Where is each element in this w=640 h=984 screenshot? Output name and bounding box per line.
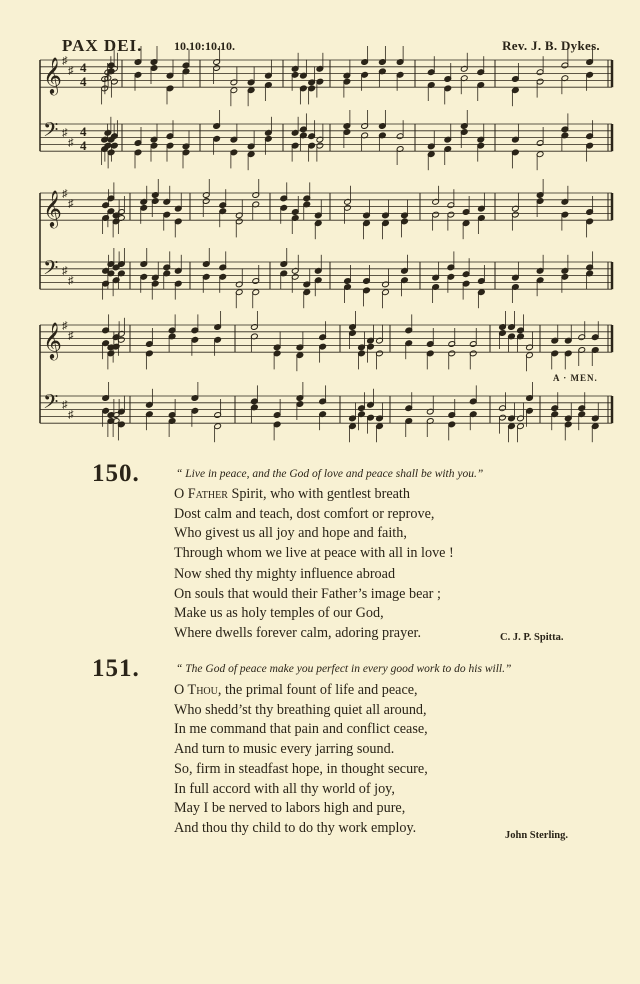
verse-line: In me command that pain and conflict cease, [174, 721, 428, 738]
treble-clef-icon: 𝄞 [43, 56, 62, 94]
sharp-icon: ♯ [68, 409, 74, 421]
stanza [174, 760, 428, 838]
hymn-number: 151. [92, 655, 140, 682]
sharp-icon: ♯ [62, 265, 68, 277]
bass-clef-icon: 𝄢 [43, 256, 59, 284]
stanza [174, 681, 428, 759]
sharp-icon: ♯ [62, 320, 68, 332]
sharp-icon: ♯ [68, 65, 74, 77]
stanza [174, 565, 441, 643]
verse-line: Where dwells forever calm, adoring prayer. [174, 624, 421, 641]
bass-clef-icon: 𝄢 [43, 390, 59, 418]
time-signature: 4 [80, 60, 87, 75]
tune-composer: Rev. J. B. Dykes. [502, 38, 600, 53]
music-score [0, 0, 640, 460]
verse-line: Now shed thy mighty influence abroad [174, 566, 396, 582]
verse-line: May I be nerved to labors high and pure, [174, 800, 406, 817]
sharp-icon: ♯ [68, 198, 74, 210]
verse-line: Dost calm and teach, dost comfort or reprove, [174, 505, 435, 522]
verse-line: In full accord with all thy world of joy, [174, 780, 395, 797]
hymn-author: John Sterling. [505, 830, 569, 841]
sharp-icon: ♯ [62, 399, 68, 411]
time-signature: 4 [80, 74, 87, 89]
sharp-icon: ♯ [68, 330, 74, 342]
verse-line: So, firm in steadfast hope, in thought secure, [174, 761, 428, 777]
verse-line: Who shedd’st thy breathing quiet all around, [174, 701, 427, 718]
verse-line: O Thou, the primal fount of life and peace, [174, 682, 418, 698]
verse-line: On souls that would their Father’s image bear ; [174, 585, 441, 602]
sharp-icon: ♯ [68, 137, 74, 149]
sharp-icon: ♯ [62, 55, 68, 67]
hymn-author: C. J. P. Spitta. [500, 632, 564, 643]
sharp-icon: ♯ [62, 188, 68, 200]
stanza [174, 485, 454, 563]
tune-meter: 10.10:10.10. [174, 39, 235, 53]
verse-line: Who givest us all joy and hope and faith, [174, 525, 407, 542]
hymn-epigraph: “ Live in peace, and the God of love and peace shall be with you.” [176, 468, 484, 480]
verse-line: And turn to music every jarring sound. [174, 740, 395, 757]
verse-line: Through whom we live at peace with all in love ! [174, 544, 454, 561]
hymn-epigraph: “ The God of peace make you perfect in every good work to do his will.” [176, 663, 512, 675]
time-signature: 4 [80, 138, 87, 153]
treble-clef-icon: 𝄞 [43, 189, 62, 227]
verse-line: O Father Spirit, who with gentlest breath [174, 486, 410, 502]
verse-line: Make us as holy temples of our God, [174, 605, 384, 622]
sharp-icon: ♯ [62, 127, 68, 139]
hymn-number: 150. [92, 460, 140, 487]
treble-clef-icon: 𝄞 [43, 321, 62, 359]
verse-line: And thou thy child to do thy work employ. [174, 819, 417, 836]
bass-clef-icon: 𝄢 [43, 118, 59, 146]
sharp-icon: ♯ [68, 275, 74, 287]
time-signature: 4 [80, 124, 87, 139]
amen-label: A · MEN. [553, 373, 598, 383]
tune-name: PAX DEI. [62, 36, 143, 55]
